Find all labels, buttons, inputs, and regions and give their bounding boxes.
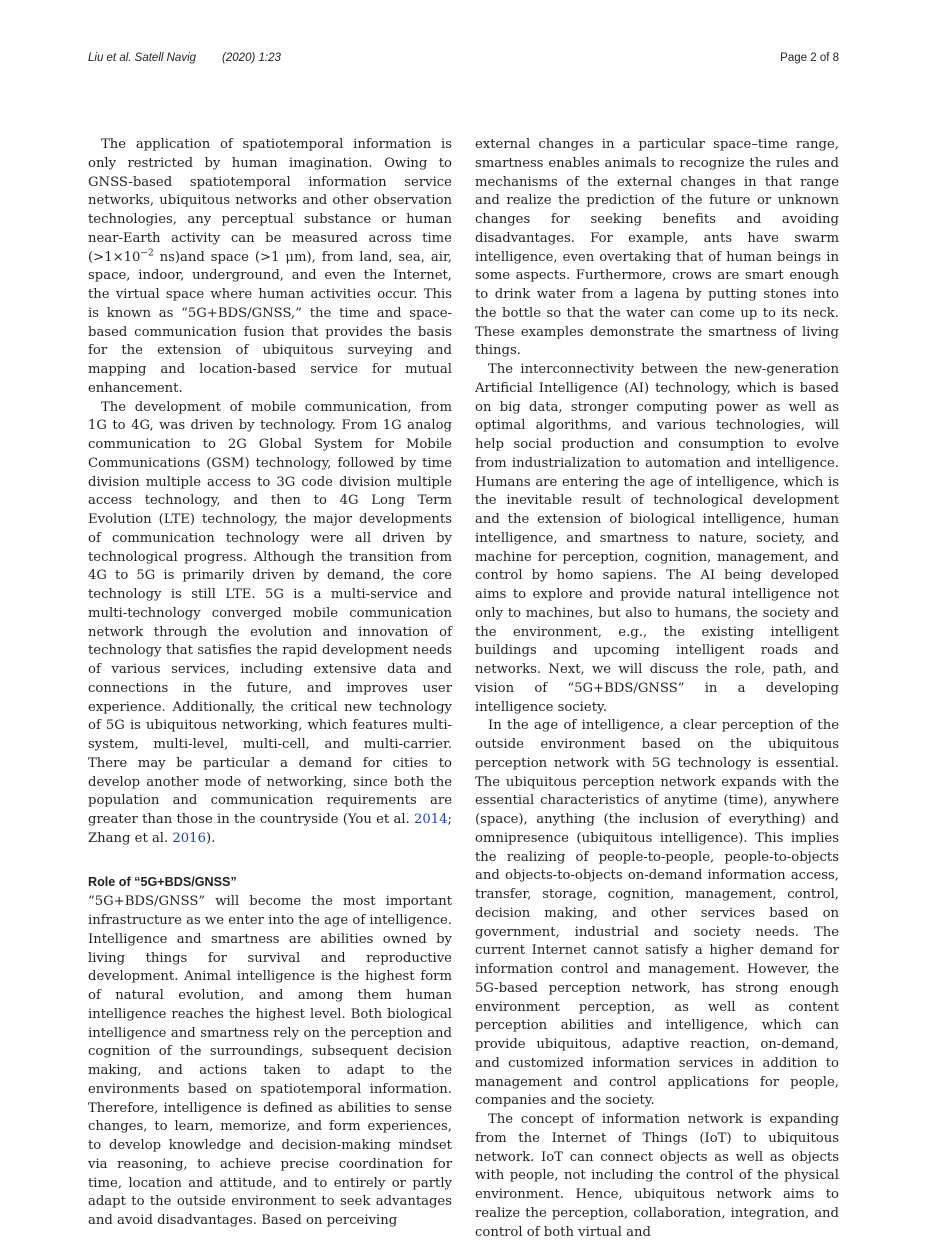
paragraph: “5G+BDS/GNSS” will become the most important infrastructure as we enter into the age of intelligence. Intelligence and smartness are abilities owned by living things for survival and reproductive development. Animal intelligence is the highest form of natural evolution, and among them human intelligence reaches the highest level. Both biological intelligence and smartness rely on the perception and cognition of the surroundings, subsequent decision making, and actions taken to adapt to the environments based on spatiotemporal information. Therefore, intelligence is defined as abilities to sense changes, to learn, memorize, and form experiences, to develop knowledge and decision-making mindset via reasoning, to achieve precise coordination for time, location and attitude, and to entirely or partly adapt to the outside environment to seek advantages and avoid disadvantages. Based on perceiving	[88, 894, 452, 1228]
superscript: −2	[140, 248, 154, 259]
paragraph-text: The development of mobile communication, from 1G to 4G, was driven by technology. From 1G analog communication to 2G Global System for Mobile Communications (GSM) technology, followed by time division multiple access to 3G code division multiple access technology, and then to 4G Long Term Evolution (LTE) technology, the major developments of communication technology were all driven by technological progress. Although the transition from 4G to 5G is primarily driven by demand, the core technology is still LTE. 5G is a multi-service and multi-technology converged mobile communication network through the evolution and innovation of technology that satisfies the rapid development needs of various services, including extensive data and connections in the future, and improves user experience. Additionally, the critical new technology of 5G is ubiquitous networking, which features multi-system, multi-level, multi-cell, and multi-carrier. There may be particular a demand for cities to develop another mode of networking, since both the population and communication requirements are greater than those in the countryside (You et al.	[88, 399, 452, 827]
paragraph	[88, 136, 452, 399]
header-citation	[88, 52, 281, 64]
header-authors: Liu et al. Satell Navig	[88, 52, 197, 64]
header-year: (2020) 1:23	[222, 52, 281, 64]
paragraph-text: ; Zhang et al.	[88, 812, 452, 846]
paragraph: The interconnectivity between the new-generation Artificial Intelligence (AI) technology, which is based on big data, stronger computing power as well as optimal algorithms, and various technologies, will help social production and consumption to evolve from industrialization to automation and intelligence. Humans are entering the age of intelligence, which is the inevitable result of technological development and the extension of biological intelligence, human intelligence, and smartness to nature, society, and machine for perception, cognition, management, and control by homo sapiens. The AI being developed aims to explore and provide natural intelligence not only to machines, but also to humans, the society and the environment, e.g., the existing intelligent buildings and upcoming intelligent roads and networks. Next, we will discuss the role, path, and vision of “5G+BDS/GNSS” in a developing intelligence society.	[475, 362, 839, 715]
paragraph: In the age of intelligence, a clear perception of the outside environment based on the ubiquitous perception network with 5G technology is essential. The ubiquitous perception network expands with the essential characteristics of anytime (time), anywhere (space), anything (the inclusion of everything) and omnipresence (ubiquitous intelligence). This implies the realizing of people-to-people, people-to-objects and objects-to-objects on-demand information access, transfer, storage, cognition, management, control, decision making, and other services based on government, industrial and society needs. The current Internet cannot satisfy a higher demand for information control and management. However, the 5G-based perception network, has strong enough environment perception, as well as content perception abilities and intelligence, which can provide ubiquitous, adaptive reaction, on-demand, and customized information services in addition to management and control applications for people, companies and the society.	[475, 718, 839, 1109]
citation-link[interactable]: 2014	[413, 812, 448, 827]
page-number: Page 2 of 8	[780, 52, 839, 64]
left-column	[88, 136, 452, 1231]
running-header	[88, 52, 839, 68]
paragraph-text: The application of spatiotemporal information is only restricted by human imagination. Owing to GNSS-based spatiotemporal information service networks, ubiquitous networks and other observation technologies, any perceptual substance or human near-Earth activity can be measured across time (>1×10	[88, 137, 452, 265]
paragraph-text: ).	[205, 830, 216, 846]
citation-link[interactable]: 2016	[172, 830, 206, 846]
paragraph: external changes in a particular space–time range, smartness enables animals to recognize the rules and mechanisms of the external changes in that range and realize the prediction of the future or unknown changes for seeking benefits and avoiding disadvantages. For example, ants have swarm intelligence, even overtaking that of human beings in some aspects. Furthermore, crows are smart enough to drink water from a lagena by putting stones into the bottle so that the water can come up to its neck. These examples demonstrate the smartness of living things.	[475, 137, 839, 359]
paragraph: The concept of information network is expanding from the Internet of Things (IoT) to ubiquitous network. IoT can connect objects as well as objects with people, not including the control of the physical environment. Hence, ubiquitous network aims to realize the perception, collaboration, integration, and control of both virtual and	[475, 1112, 839, 1240]
section-heading: Role of “5G+BDS/GNSS”	[88, 874, 237, 889]
paragraph	[88, 399, 452, 849]
right-column	[475, 136, 839, 1242]
paragraph-text: ns)and space (>1 μm), from land, sea, air, space, indoor, underground, and even the Internet, the virtual space where human activities occur. This is known as “5G+BDS/GNSS,” the time and space-based communication fusion that provides the basis for the extension of ubiquitous surveying and mapping and location-based service for mutual enhancement.	[88, 249, 452, 396]
